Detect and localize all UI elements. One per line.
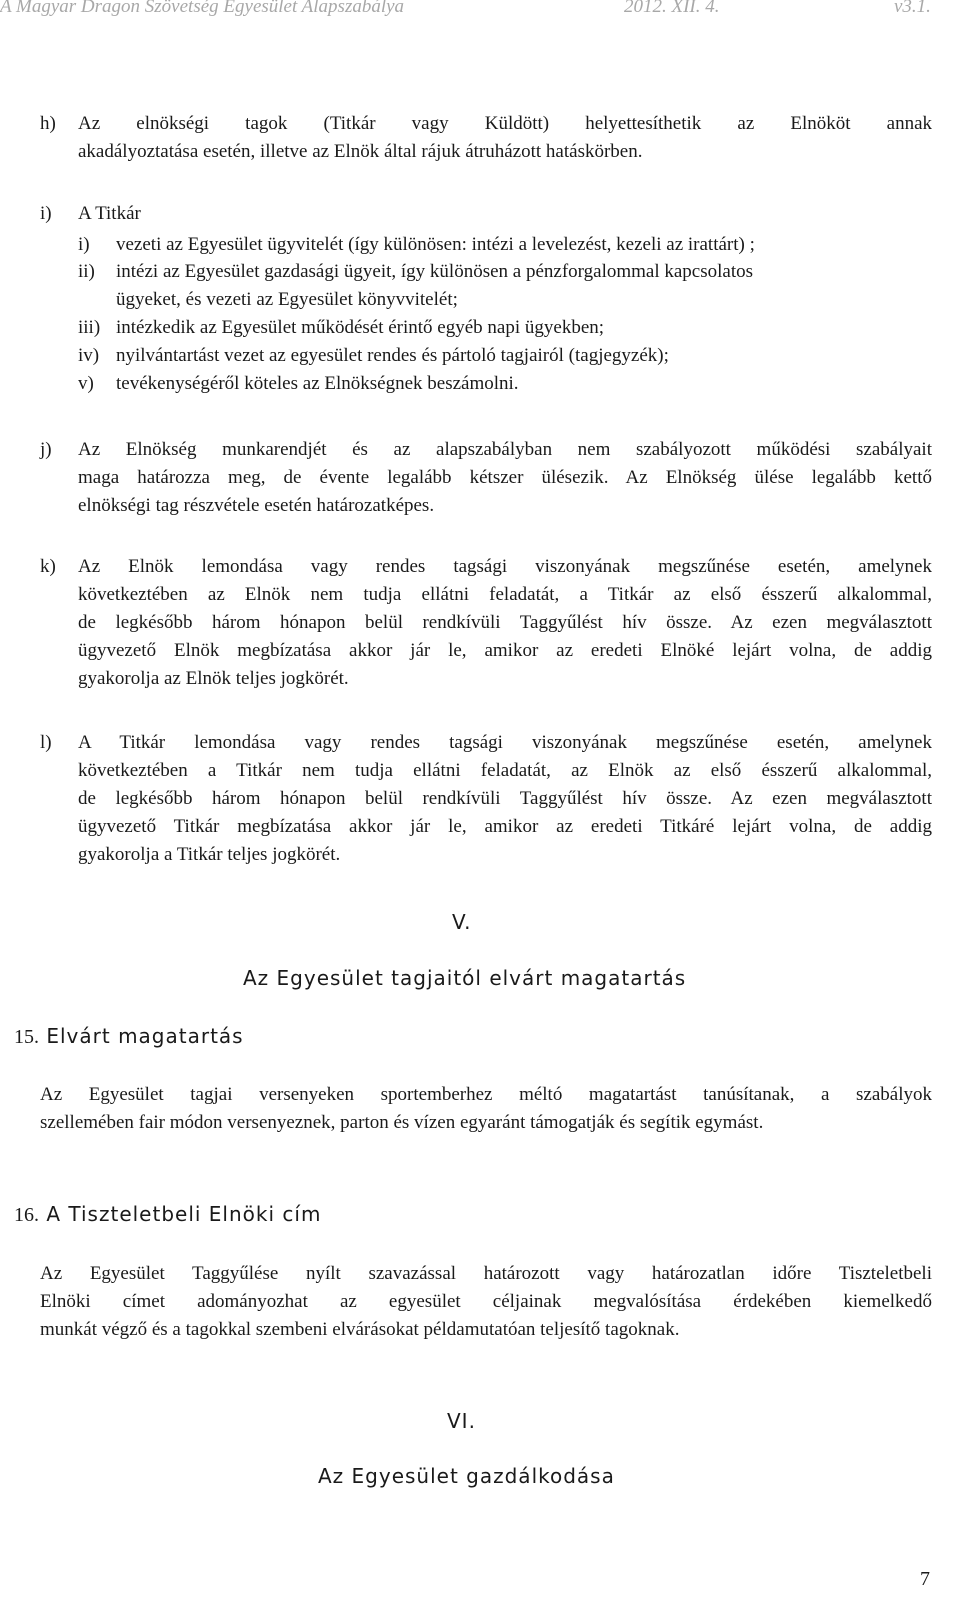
section-heading bbox=[14, 1024, 244, 1049]
subitem-number: iv) bbox=[78, 345, 100, 366]
section-15-text bbox=[40, 1081, 932, 1137]
text-line: Az Egyesület tagjai versenyeken sportemberhez méltó magatartást tanúsítanak, a szabályok bbox=[40, 1084, 932, 1105]
text-line: gyakorolja az Elnök teljes jogkörét. bbox=[78, 668, 349, 689]
text-line: gyakorolja a Titkár teljes jogkörét. bbox=[78, 844, 341, 865]
text-line: Elnöki címet adományozhat az egyesület céljainak megvalósítása érdekében kiemelkedő bbox=[40, 1291, 932, 1312]
subitem-continuation: ügyeket, és vezeti az Egyesület könyvvitelét; bbox=[116, 289, 458, 310]
subitem-text: tevékenységéről köteles az Elnökségnek beszámolni. bbox=[116, 373, 519, 394]
item-i-label: i) bbox=[40, 203, 52, 224]
text-line: Az elnökségi tagok (Titkár vagy Küldött) helyettesíthetik az Elnököt annak bbox=[78, 113, 932, 134]
subitem-number: i) bbox=[78, 234, 90, 255]
subitem bbox=[78, 342, 938, 369]
item-h-label: h) bbox=[40, 113, 56, 134]
subitem bbox=[78, 314, 938, 341]
page-number: 7 bbox=[920, 1568, 930, 1590]
chapter-title: Az Egyesület gazdálkodása bbox=[318, 1464, 615, 1488]
text-line: ügyvezető Elnök megbízatása akkor jár le, amikor az eredeti Elnöké lejárt volna, de addig bbox=[78, 640, 932, 661]
item-k-label: k) bbox=[40, 556, 56, 577]
text-line: akadályoztatása esetén, illetve az Elnök által rájuk átruházott hatáskörben. bbox=[78, 141, 643, 162]
text-line: de legkésőbb három hónapon belül rendkívüli Taggyűlést hív össze. Az ezen megválasztott bbox=[78, 788, 932, 809]
text-line: munkát végző és a tagokkal szembeni elvárásokat példamutatóan teljesítő tagoknak. bbox=[40, 1319, 680, 1340]
subitem-number: ii) bbox=[78, 261, 95, 282]
text-line: maga határozza meg, de évente legalább kétszer ülésezik. Az Elnökség ülése legalább kettő bbox=[78, 467, 932, 488]
page-header bbox=[0, 0, 960, 20]
text-line: A Titkár lemondása vagy rendes tagsági viszonyának megszűnése esetén, amelynek bbox=[78, 732, 932, 753]
text-line: Az Elnökség munkarendjét és az alapszabályban nem szabályozott működési szabályait bbox=[78, 439, 932, 460]
text-line: Az Elnök lemondása vagy rendes tagsági viszonyának megszűnése esetén, amelynek bbox=[78, 556, 932, 577]
section-number: 15. bbox=[14, 1026, 39, 1048]
item-j-label: j) bbox=[40, 439, 52, 460]
item-j-text bbox=[78, 436, 932, 520]
subitem bbox=[78, 258, 938, 285]
text-line: elnökségi tag részvétele esetén határozatképes. bbox=[78, 495, 435, 516]
item-l-label: l) bbox=[40, 732, 52, 753]
document-version: v3.1. bbox=[894, 0, 931, 17]
text-line: következtében az Elnök nem tudja ellátni feladatát, a Titkár az első ésszerű alkalommal, bbox=[78, 584, 932, 605]
subitem-text: vezeti az Egyesület ügyvitelét (így különösen: intézi a levelezést, kezeli az irattárt) ; bbox=[116, 234, 755, 255]
text-line: Az Egyesület Taggyűlése nyílt szavazással határozott vagy határozatlan időre Tiszteletbeli bbox=[40, 1263, 932, 1284]
document-title: A Magyar Dragon Szövetség Egyesület Alapszabálya bbox=[0, 0, 405, 17]
chapter-number: VI. bbox=[447, 1409, 476, 1433]
subitem-text: nyilvántartást vezet az egyesület rendes és pártoló tagjairól (tagjegyzék); bbox=[116, 345, 669, 366]
item-h-text bbox=[78, 110, 932, 166]
section-title: Elvárt magatartás bbox=[46, 1024, 244, 1048]
text-line: szellemében fair módon versenyeznek, parton és vízen egyaránt támogatják és segítik egymást. bbox=[40, 1112, 764, 1133]
subitem-number: v) bbox=[78, 373, 94, 394]
item-k-text bbox=[78, 553, 932, 693]
text-line: következtében a Titkár nem tudja ellátni feladatát, az Elnök az első ésszerű alkalommal, bbox=[78, 760, 932, 781]
section-title: A Tiszteletbeli Elnöki cím bbox=[46, 1202, 322, 1226]
item-l-text bbox=[78, 729, 932, 869]
text-line: de legkésőbb három hónapon belül rendkívüli Taggyűlést hív össze. Az ezen megválasztott bbox=[78, 612, 932, 633]
document-date: 2012. XII. 4. bbox=[624, 0, 720, 17]
subitem bbox=[78, 370, 938, 397]
section-heading bbox=[14, 1202, 321, 1227]
text-line: ügyvezető Titkár megbízatása akkor jár le, amikor az eredeti Titkáré lejárt volna, de addig bbox=[78, 816, 932, 837]
subitem-number: iii) bbox=[78, 317, 101, 338]
subitem bbox=[78, 231, 938, 258]
item-i-intro: A Titkár bbox=[78, 203, 141, 224]
chapter-number: V. bbox=[452, 910, 472, 934]
chapter-title: Az Egyesület tagjaitól elvárt magatartás bbox=[243, 966, 687, 990]
section-16-text bbox=[40, 1260, 932, 1344]
subitem-text: intézkedik az Egyesület működését érintő egyéb napi ügyekben; bbox=[116, 317, 605, 338]
section-number: 16. bbox=[14, 1204, 39, 1226]
subitem-text: intézi az Egyesület gazdasági ügyeit, így különösen a pénzforgalommal kapcsolatos bbox=[116, 261, 754, 282]
